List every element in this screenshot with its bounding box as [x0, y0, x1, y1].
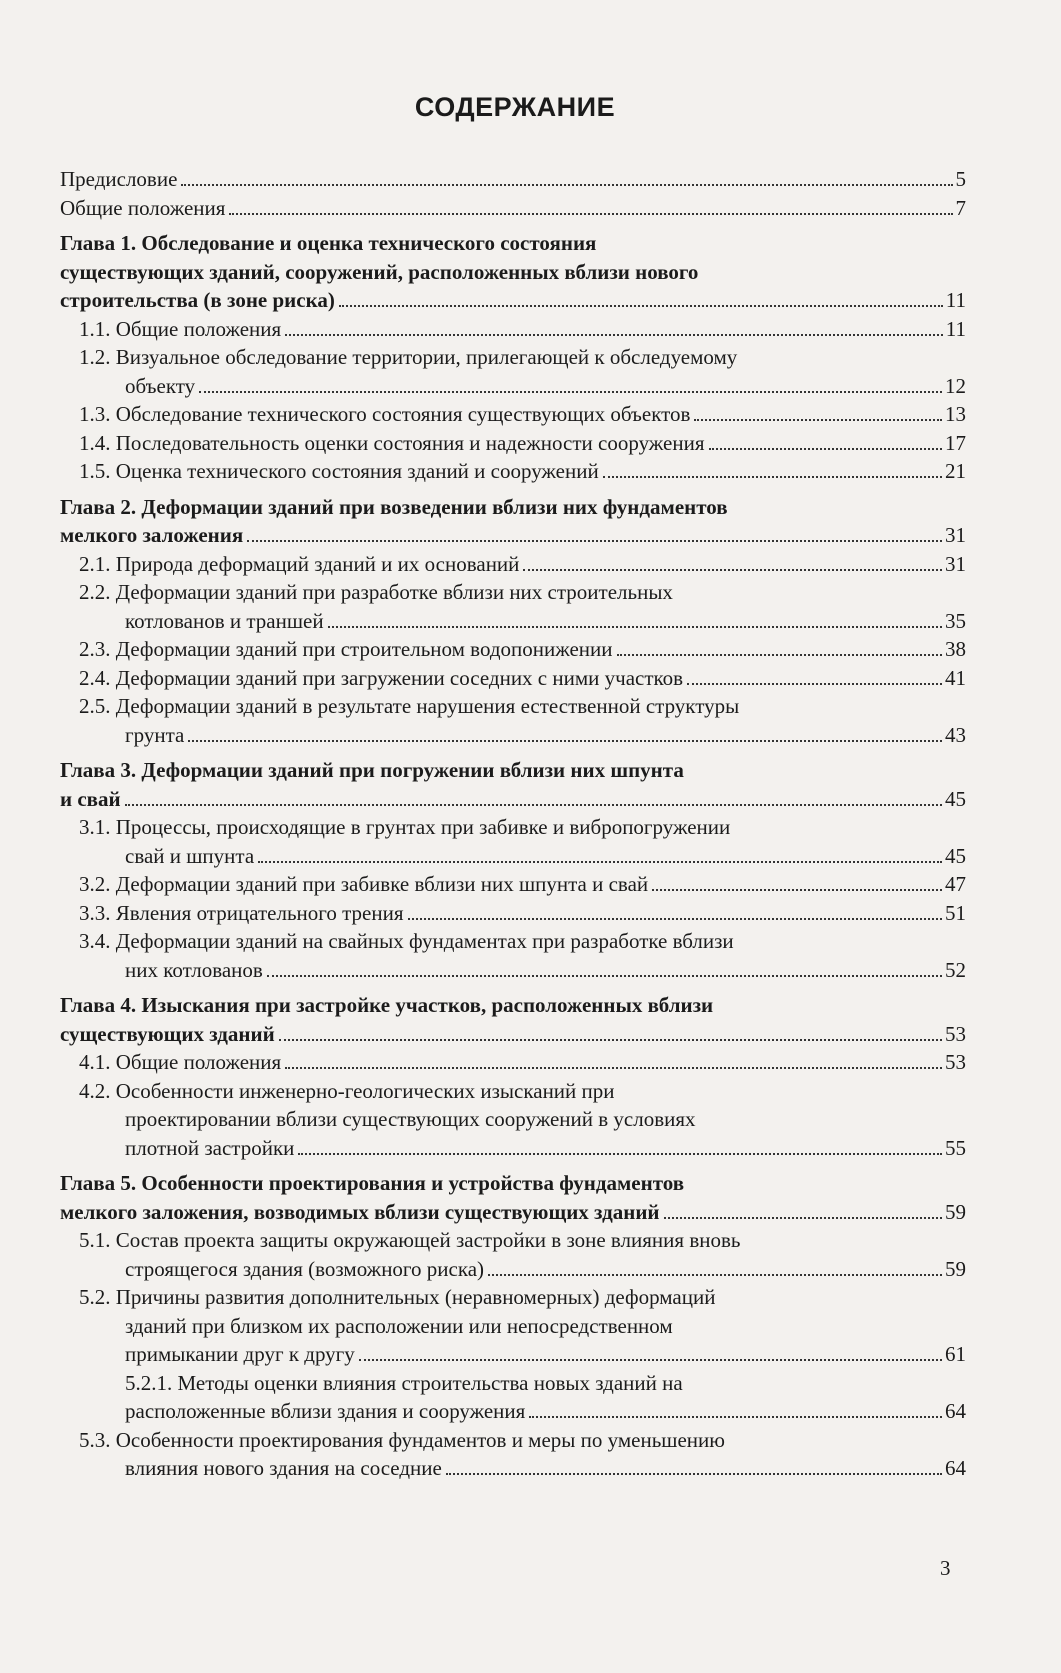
toc-page-number: 35: [945, 608, 966, 633]
dot-leader: [285, 334, 943, 336]
toc-entry-title: строительства (в зоне риска): [60, 288, 335, 312]
toc-page-number: 55: [945, 1135, 966, 1160]
dot-leader: [339, 305, 943, 307]
toc-page-number: 11: [945, 316, 966, 341]
dot-leader: [229, 213, 952, 215]
toc-entry-title: мелкого заложения, возводимых вблизи существующих зданий: [60, 1199, 660, 1224]
toc-entry-title: объекту: [125, 373, 196, 398]
toc-entry-title: расположенные вблизи здания и сооружения: [125, 1399, 526, 1423]
dot-leader: [247, 540, 942, 542]
toc-entry-title: примыкании друг к другу: [125, 1342, 355, 1366]
toc-entry-text-line: 5.3. Особенности проектирования фундаментов и меры по уменьшению: [79, 1427, 725, 1452]
table-of-contents: [60, 165, 966, 1483]
toc-entry-title: 1.5. Оценка технического состояния зданий и сооружений: [79, 459, 599, 483]
dot-leader: [359, 1359, 942, 1361]
toc-page-number: 52: [945, 957, 966, 982]
toc-entry[interactable]: [60, 165, 966, 194]
toc-section-entry[interactable]: [60, 692, 966, 749]
toc-section-entry[interactable]: [60, 343, 966, 400]
toc-page-number: 31: [945, 523, 966, 547]
toc-page-number: 64: [945, 1399, 966, 1423]
toc-page-number: 43: [945, 722, 966, 747]
dot-leader: [328, 626, 942, 628]
dot-leader: [523, 569, 942, 571]
toc-page-number: 64: [945, 1456, 966, 1480]
toc-entry-title: котлованов и траншей: [125, 608, 324, 633]
dot-leader: [188, 740, 942, 742]
toc-entry-text-line: Глава 2. Деформации зданий при возведении вблизи них фундаментов: [60, 494, 728, 519]
toc-section-entry[interactable]: [60, 550, 966, 579]
toc-section-entry[interactable]: [60, 1426, 966, 1483]
toc-entry-title: 1.3. Обследование технического состояния существующих объектов: [79, 402, 691, 426]
toc-entry-text-line: проектировании вблизи существующих сооружений в условиях: [125, 1107, 696, 1131]
dot-leader: [199, 391, 942, 393]
toc-page-number: 61: [945, 1342, 966, 1366]
toc-entry-title: 2.1. Природа деформаций зданий и их оснований: [79, 551, 520, 576]
toc-entry-title: и свай: [60, 786, 121, 811]
toc-page-number: 53: [945, 1021, 966, 1046]
toc-entry-text-line: Глава 3. Деформации зданий при погружении вблизи них шпунта: [60, 758, 684, 782]
page-title: СОДЕРЖАНИЕ: [414, 92, 616, 122]
toc-page-number: 59: [945, 1199, 966, 1224]
dot-leader: [664, 1217, 942, 1219]
dot-leader: [267, 975, 942, 977]
toc-entry-title: Общие положения: [60, 195, 226, 220]
toc-entry-title: них котлованов: [125, 957, 263, 982]
toc-chapter-entry[interactable]: [60, 991, 966, 1048]
dot-leader: [181, 184, 952, 186]
toc-entry-title: строящегося здания (возможного риска): [125, 1256, 485, 1281]
toc-entry-text-line: зданий при близком их расположении или непосредственном: [125, 1313, 673, 1338]
dot-leader: [285, 1067, 942, 1069]
toc-entry-title: 3.2. Деформации зданий при забивке вблизи них шпунта и свай: [79, 872, 649, 896]
toc-entry-title: 2.4. Деформации зданий при загружении соседних с ними участков: [79, 665, 684, 690]
dot-leader: [687, 683, 942, 685]
toc-entry-text-line: 3.1. Процессы, происходящие в грунтах при забивке и вибропогружении: [79, 815, 731, 839]
toc-entry[interactable]: [60, 194, 966, 223]
toc-section-entry[interactable]: [60, 1226, 966, 1283]
dot-leader: [617, 654, 942, 656]
toc-section-entry[interactable]: [60, 400, 966, 429]
toc-entry-text-line: существующих зданий, сооружений, расположенных вблизи нового: [60, 259, 699, 284]
toc-section-entry[interactable]: [60, 664, 966, 693]
toc-page-number: 53: [945, 1050, 966, 1074]
toc-page-number: 59: [945, 1256, 966, 1281]
toc-page-number: 45: [945, 786, 966, 811]
toc-section-entry[interactable]: [60, 315, 966, 344]
toc-chapter-entry[interactable]: [60, 1169, 966, 1226]
dot-leader: [408, 918, 942, 920]
toc-page-number: 7: [955, 195, 966, 220]
dot-leader: [258, 861, 942, 863]
toc-page-number: 17: [945, 430, 966, 455]
toc-section-entry[interactable]: [60, 1048, 966, 1077]
toc-page-number: 38: [945, 637, 966, 661]
toc-entry-title: 4.1. Общие положения: [79, 1050, 282, 1074]
toc-entry-text-line: 2.2. Деформации зданий при разработке вблизи них строительных: [79, 580, 673, 604]
toc-entry-title: свай и шпунта: [125, 843, 255, 868]
dot-leader: [709, 448, 943, 450]
toc-entry-title: 3.3. Явления отрицательного трения: [79, 900, 404, 925]
toc-section-entry[interactable]: [60, 1369, 966, 1426]
dot-leader: [125, 804, 942, 806]
toc-section-entry[interactable]: [60, 457, 966, 486]
toc-entry-text-line: 1.2. Визуальное обследование территории, прилегающей к обследуемому: [79, 345, 738, 369]
toc-chapter-entry[interactable]: [60, 229, 966, 315]
toc-entry-title: мелкого заложения: [60, 523, 244, 547]
dot-leader: [298, 1153, 942, 1155]
toc-section-entry[interactable]: [60, 899, 966, 928]
toc-entry-text-line: 5.2. Причины развития дополнительных (неравномерных) деформаций: [79, 1285, 716, 1309]
toc-page-number: 21: [945, 459, 966, 483]
toc-entry-title: 1.1. Общие положения: [79, 316, 282, 341]
toc-section-entry[interactable]: [60, 429, 966, 458]
page-number: 3: [940, 1556, 951, 1580]
toc-entry-text-line: Глава 1. Обследование и оценка технического состояния: [60, 231, 597, 255]
toc-entry-text-line: Глава 4. Изыскания при застройке участков, расположенных вблизи: [60, 993, 714, 1017]
dot-leader: [446, 1473, 942, 1475]
toc-entry-text-line: 5.2.1. Методы оценки влияния строительства новых зданий на: [125, 1370, 683, 1395]
toc-section-entry[interactable]: [60, 813, 966, 870]
toc-page-number: 31: [945, 551, 966, 576]
toc-page-number: 13: [945, 402, 966, 426]
toc-entry-title: грунта: [125, 722, 185, 747]
toc-section-entry[interactable]: [60, 1283, 966, 1369]
toc-section-entry[interactable]: [60, 1077, 966, 1163]
toc-entry-text-line: 3.4. Деформации зданий на свайных фундаментах при разработке вблизи: [79, 929, 734, 953]
dot-leader: [488, 1274, 942, 1276]
toc-entry-text-line: 4.2. Особенности инженерно-геологических изысканий при: [79, 1078, 615, 1103]
toc-chapter-entry[interactable]: [60, 493, 966, 550]
toc-section-entry[interactable]: [60, 927, 966, 984]
toc-page-number: 5: [955, 167, 966, 191]
toc-section-entry[interactable]: [60, 870, 966, 899]
toc-entry-title: 2.3. Деформации зданий при строительном водопонижении: [79, 637, 613, 661]
toc-entry-text-line: 5.1. Состав проекта защиты окружающей застройки в зоне влияния вновь: [79, 1228, 741, 1252]
toc-section-entry[interactable]: [60, 578, 966, 635]
toc-entry-title: плотной застройки: [125, 1135, 295, 1160]
toc-entry-title: Предисловие: [60, 167, 178, 191]
toc-entry-title: влияния нового здания на соседние: [125, 1456, 442, 1480]
toc-page-number: 51: [945, 900, 966, 925]
toc-page-number: 12: [945, 373, 966, 398]
dot-leader: [603, 476, 942, 478]
toc-page-number: 45: [945, 843, 966, 868]
dot-leader: [279, 1039, 942, 1041]
toc-section-entry[interactable]: [60, 635, 966, 664]
toc-chapter-entry[interactable]: [60, 756, 966, 813]
dot-leader: [694, 419, 942, 421]
toc-entry-title: 1.4. Последовательность оценки состояния и надежности сооружения: [79, 430, 705, 455]
toc-entry-title: существующих зданий: [60, 1021, 275, 1046]
toc-page-number: 41: [945, 665, 966, 690]
dot-leader: [652, 889, 942, 891]
toc-entry-text-line: Глава 5. Особенности проектирования и устройства фундаментов: [60, 1171, 685, 1195]
toc-page-number: 47: [945, 872, 966, 896]
toc-page-number: 11: [945, 288, 966, 312]
toc-entry-text-line: 2.5. Деформации зданий в результате нарушения естественной структуры: [79, 694, 740, 718]
dot-leader: [529, 1416, 942, 1418]
